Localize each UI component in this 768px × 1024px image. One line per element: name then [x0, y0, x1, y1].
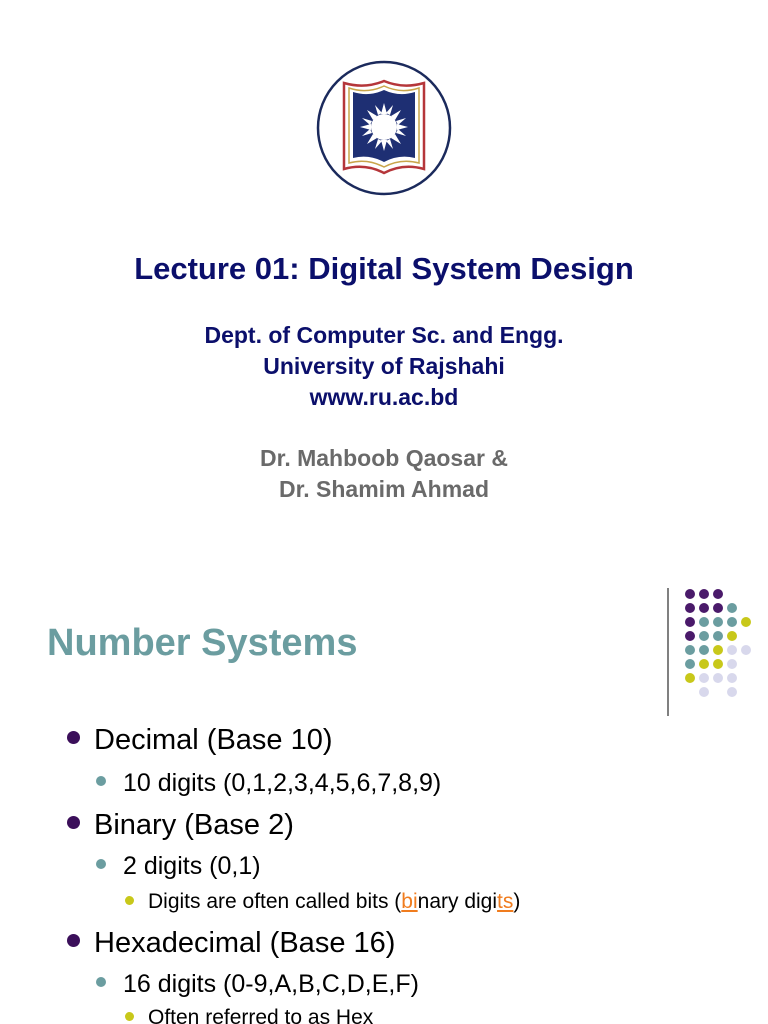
- bullet-text: Hexadecimal (Base 16): [94, 927, 396, 959]
- bullet-text: 16 digits (0-9,A,B,C,D,E,F): [123, 970, 419, 998]
- bits-highlight-ts: ts: [497, 890, 514, 913]
- bullet-hex-digits: [123, 969, 419, 999]
- bullet-dot-icon: [96, 776, 106, 786]
- website-link[interactable]: www.ru.ac.bd: [309, 384, 459, 410]
- author-line-1: Dr. Mahboob Qaosar &: [260, 445, 508, 471]
- bullet-text: Decimal (Base 10): [94, 724, 333, 756]
- dot-grid-icon: [664, 586, 764, 720]
- bullet-dot-icon: [67, 816, 80, 829]
- bits-prefix-text: Digits are often called bits (: [148, 890, 402, 913]
- university-crest-icon: [315, 59, 453, 197]
- bullet-binary: [94, 807, 294, 843]
- bits-mid-text: nary digi: [417, 890, 498, 913]
- university-name: University of Rajshahi: [263, 353, 505, 379]
- bullet-decimal-digits: [123, 768, 441, 798]
- bullet-decimal: [94, 722, 333, 758]
- bullet-dot-icon: [125, 1012, 134, 1021]
- bullet-hex: [94, 925, 395, 961]
- bullet-dot-icon: [67, 731, 80, 744]
- bullet-text: Binary (Base 2): [94, 809, 294, 841]
- bullet-dot-icon: [67, 934, 80, 947]
- bullet-binary-digits: [123, 851, 261, 881]
- bullet-text: Often referred to as Hex: [148, 1006, 374, 1024]
- lecture-title: Lecture 01: Digital System Design: [134, 251, 634, 286]
- bits-highlight-bi: bi: [401, 890, 418, 913]
- department-info: [0, 320, 768, 413]
- bullet-text: 10 digits (0,1,2,3,4,5,6,7,8,9): [123, 769, 442, 797]
- bullet-bits-note: [148, 889, 520, 915]
- bullet-hex-note: [148, 1005, 373, 1024]
- department-name: Dept. of Computer Sc. and Engg.: [204, 322, 564, 348]
- author-line-2: Dr. Shamim Ahmad: [278, 476, 490, 502]
- bullet-dot-icon: [96, 859, 106, 869]
- section-title: Number Systems: [47, 622, 358, 664]
- bullet-dot-icon: [96, 977, 106, 987]
- authors: [0, 443, 768, 505]
- bullet-text: 2 digits (0,1): [123, 852, 261, 880]
- bits-suffix-text: ): [513, 890, 521, 913]
- bullet-dot-icon: [125, 896, 134, 905]
